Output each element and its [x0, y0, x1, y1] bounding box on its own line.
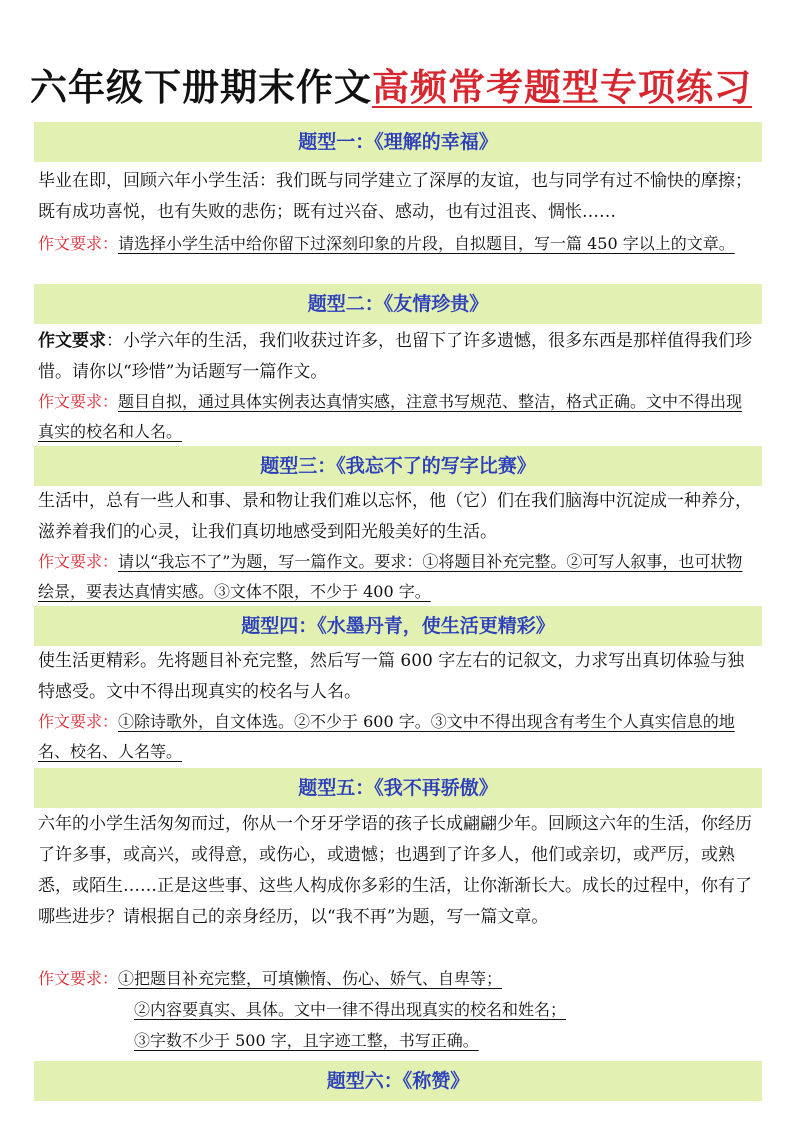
section-4-body: 使生活更精彩。先将题目补充完整，然后写一篇 600 字左右的记叙文，力求写出真切体验与独特感受。文中不得出现真实的校名与人名。 — [38, 651, 745, 702]
section-2-body — [38, 326, 758, 388]
requirement-text: 请选择小学生活中给你留下过深刻印象的片段，自拟题目，写一篇 450 字以上的文章。 — [118, 234, 735, 253]
section-1-heading: 题型一：《理解的幸福》 — [34, 122, 762, 162]
section-4-requirement — [38, 707, 758, 767]
requirement-item-2 — [134, 995, 566, 1025]
requirement-text: ①除诗歌外，自文体选。②不少于 600 字。③文中不得出现含有考生个人真实信息的地名、校名、人名等。 — [38, 712, 735, 761]
section-5-heading: 题型五：《我不再骄傲》 — [34, 768, 762, 808]
requirement-text: 请以“我忘不了”为题，写一篇作文。要求：①将题目补充完整。②可写人叙事，也可状物绘景，要表达真情实感。③文体不限，不少于 400 字。 — [38, 552, 743, 601]
section-3-body: 生活中，总有一些人和事、景和物让我们难以忘怀，他（它）们在我们脑海中沉淀成一种养分，滋养着我们的心灵，让我们真切地感受到阳光般美好的生活。 — [38, 491, 752, 542]
title-part-red: 高频常考题型专项练习 — [372, 66, 752, 109]
section-1-body: 毕业在即，回顾六年小学生活：我们既与同学建立了深厚的友谊，也与同学有过不愉快的摩擦；既有成功喜悦，也有失败的悲伤；既有过兴奋、感动，也有过沮丧、惆怅…… — [38, 171, 752, 222]
body-label: 作文要求 — [38, 331, 106, 351]
section-6-heading: 题型六：《称赞》 — [34, 1061, 762, 1101]
title-part-black: 六年级下册期末作文 — [30, 66, 372, 109]
requirement-label: 作文要求： — [38, 392, 119, 411]
section-2-heading: 题型二：《友情珍贵》 — [34, 284, 762, 324]
requirement-item-1: ①把题目补充完整，可填懒惰、伤心、娇气、自卑等； — [118, 969, 503, 988]
requirement-item-3 — [134, 1026, 479, 1056]
requirement-label: 作文要求： — [38, 234, 119, 253]
section-2-requirement — [38, 387, 758, 447]
requirement-label: 作文要求： — [38, 552, 119, 571]
requirement-item-3-text: ③字数不少于 500 字，且字迹工整，书写正确。 — [134, 1031, 479, 1050]
requirement-label: 作文要求： — [38, 969, 119, 988]
body-text: ：小学六年的生活，我们收获过许多，也留下了许多遗憾，很多东西是那样值得我们珍惜。请你以“珍惜”为话题写一篇作文。 — [38, 331, 752, 382]
section-4-heading: 题型四：《水墨丹青，使生活更精彩》 — [34, 606, 762, 646]
requirement-item-2-text: ②内容要真实、具体。文中一律不得出现真实的校名和姓名； — [134, 1000, 567, 1019]
page-title — [30, 58, 765, 118]
requirement-label: 作文要求： — [38, 712, 119, 731]
section-1-requirement — [38, 229, 758, 259]
section-5-body: 六年的小学生活匆匆而过，你从一个牙牙学语的孩子长成翩翩少年。回顾这六年的生活，你经历了许多事，或高兴，或得意，或伤心，或遗憾；也遇到了许多人，他们或亲切，或严厉，或熟悉，或陌生……正是这些事、这些人构成你多彩的生活，让你渐渐长大。成长的过程中，你有了哪些进步？请根据自己的亲身经历，以“我不再”为题，写一篇文章。 — [38, 814, 752, 927]
section-5-requirement — [38, 964, 502, 994]
section-3-requirement — [38, 547, 758, 607]
section-3-heading: 题型三：《我忘不了的写字比赛》 — [34, 446, 762, 486]
requirement-text: 题目自拟，通过具体实例表达真情实感，注意书写规范、整洁，格式正确。文中不得出现真实的校名和人名。 — [38, 392, 743, 441]
